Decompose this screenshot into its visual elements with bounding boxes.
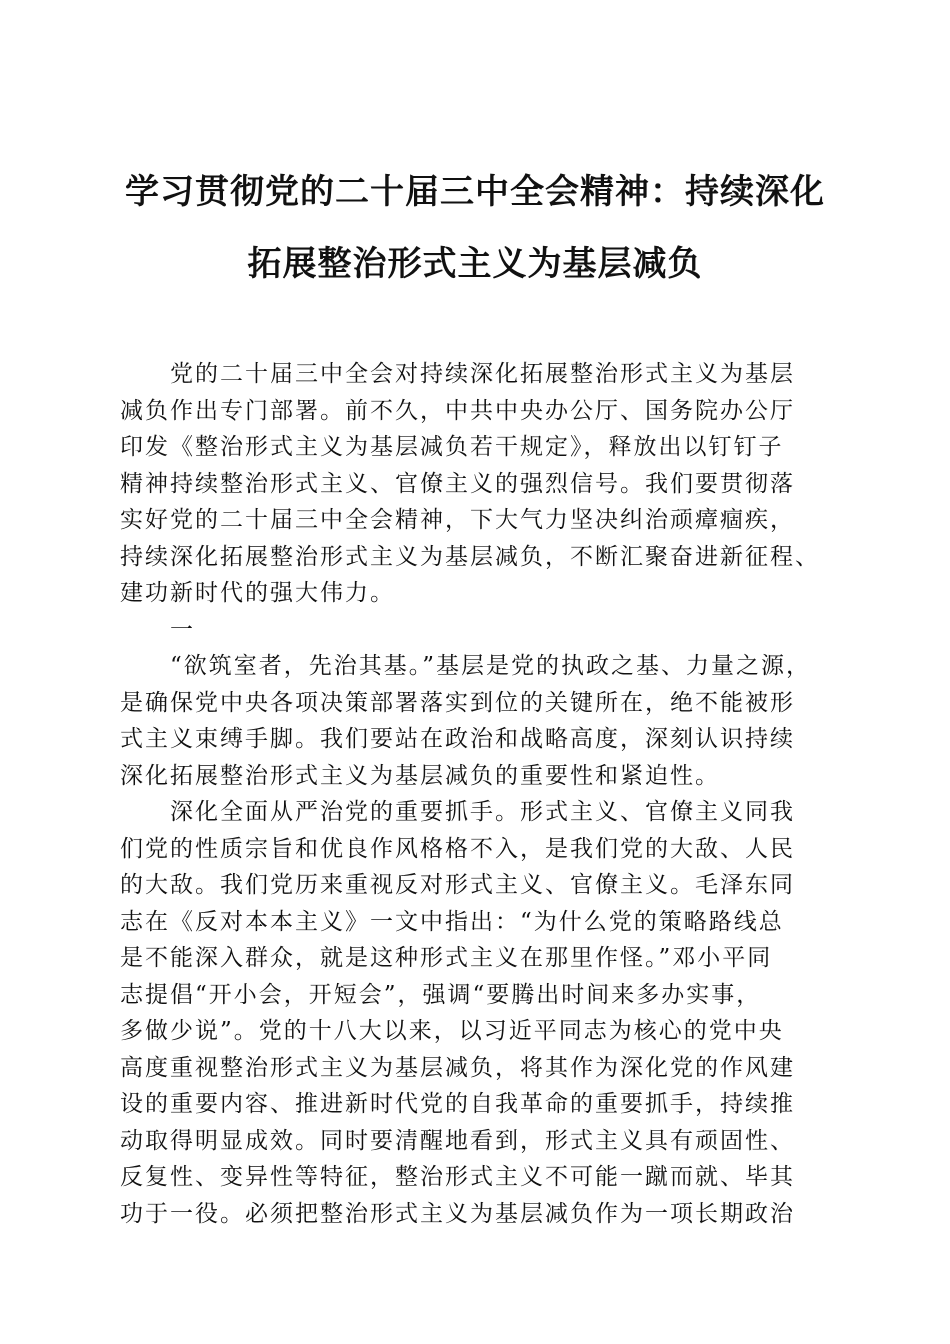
- text-line: 高度重视整治形式主义为基层减负，将其作为深化党的作风建: [120, 1054, 795, 1081]
- document-title-line-2: 拓展整治形式主义为基层减负: [247, 244, 703, 284]
- text-line: 减负作出专门部署。前不久，中共中央办公厅、国务院办公厅: [120, 397, 795, 424]
- text-line: 是不能深入群众，就是这种形式主义在那里作怪。”邓小平同: [120, 945, 773, 971]
- paragraph-intro: [120, 356, 838, 612]
- paragraph-foundation: [120, 648, 838, 794]
- text-line: 党的二十届三中全会对持续深化拓展整治形式主义为基层: [170, 361, 795, 387]
- text-line: 多做少说”。党的十八大以来，以习近平同志为核心的党中央: [120, 1018, 784, 1044]
- text-line: 深化全面从严治党的重要抓手。形式主义、官僚主义同我: [170, 799, 795, 825]
- text-line: 志在《反对本本主义》一文中指出：“为什么党的策略路线总: [120, 908, 784, 935]
- section-number: 一: [170, 616, 195, 643]
- paragraph-party-discipline: [120, 794, 838, 1232]
- text-line: 印发《整治形式主义为基层减负若干规定》，释放出以钉钉子: [120, 434, 784, 460]
- text-line: 实好党的二十届三中全会精神，下大气力坚决纠治顽瘴痼疾，: [120, 507, 795, 533]
- text-line: 式主义束缚手脚。我们要站在政治和战略高度，深刻认识持续: [120, 726, 795, 752]
- text-line: 精神持续整治形式主义、官僚主义的强烈信号。我们要贯彻落: [120, 470, 795, 497]
- text-line: 志提倡“开小会，开短会”，强调“要腾出时间来多办实事，: [120, 981, 762, 1008]
- text-line: 深化拓展整治形式主义为基层减负的重要性和紧迫性。: [120, 762, 720, 789]
- document-body: [120, 356, 838, 1232]
- text-line: 们党的性质宗旨和优良作风格格不入，是我们党的大敌、人民: [120, 835, 795, 862]
- section-heading-one: [120, 612, 838, 649]
- text-line: 反复性、变异性等特征，整治形式主义不可能一蹴而就、毕其: [120, 1164, 795, 1190]
- document-title-line-1: 学习贯彻党的二十届三中全会精神：持续深化: [125, 172, 825, 212]
- text-line: “欲筑室者，先治其基。”基层是党的执政之基、力量之源，: [170, 653, 812, 679]
- text-line: 的大敌。我们党历来重视反对形式主义、官僚主义。毛泽东同: [120, 872, 795, 898]
- text-line: 动取得明显成效。同时要清醒地看到，形式主义具有顽固性、: [120, 1127, 795, 1154]
- text-line: 持续深化拓展整治形式主义为基层减负，不断汇聚奋进新征程、: [120, 543, 820, 570]
- text-line: 是确保党中央各项决策部署落实到位的关键所在，绝不能被形: [120, 689, 795, 716]
- text-line: 设的重要内容、推进新时代党的自我革命的重要抓手，持续推: [120, 1091, 795, 1117]
- text-line: 建功新时代的强大伟力。: [120, 580, 395, 606]
- text-line: 功于一役。必须把整治形式主义为基层减负作为一项长期政治: [120, 1200, 795, 1227]
